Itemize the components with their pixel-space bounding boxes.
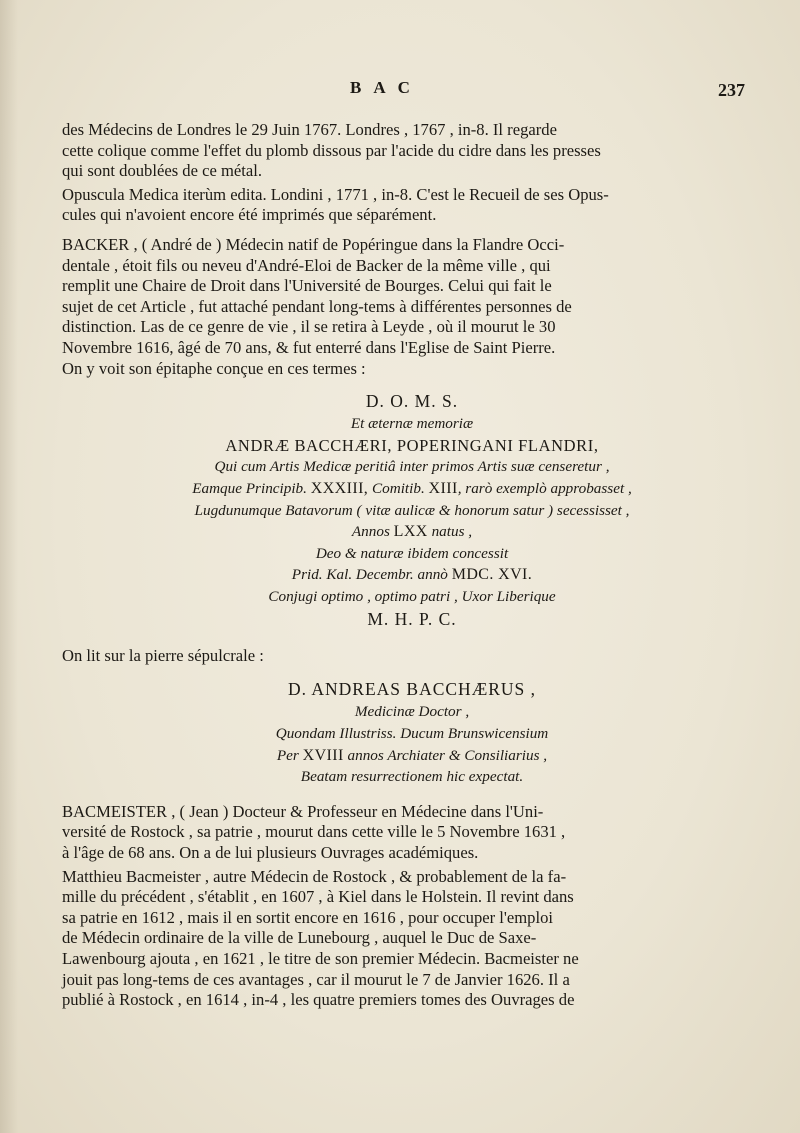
paragraph-bacmeister [62, 802, 762, 864]
paragraph-colique [62, 120, 762, 182]
text-line: cette colique comme l'effet du plomb dissous par l'acide du cidre dans les presses [62, 140, 601, 160]
text-line: sujet de cet Article , fut attaché pendant long-tems à différentes personnes de [62, 296, 572, 316]
text-line: dentale , étoit fils ou neveu d'André-Eloi de Backer de la même ville , qui [62, 255, 551, 275]
page-gutter-shadow [0, 0, 18, 1133]
running-head: BAC [350, 78, 422, 97]
text-line: des Médecins de Londres le 29 Juin 1767. Londres , 1767 , in-8. Il regarde [62, 120, 557, 139]
epitaph-fragment: Annos [351, 523, 390, 541]
page-number: 237 [718, 80, 745, 100]
epitaph-line: Et æternæ memoriæ [350, 415, 474, 433]
text-line: On y voit son épitaphe conçue en ces termes : [62, 358, 366, 378]
text-line: Matthieu Bacmeister , autre Médecin de Rostock , & probablement de la fa- [62, 866, 567, 886]
text-line: publié à Rostock , en 1614 , in-4 , les quatre premiers tomes des Ouvrages de [62, 990, 575, 1010]
epitaph-line: Qui cum Artis Medicæ peritiâ inter primos Artis suæ censeretur , [214, 458, 610, 476]
epitaph-bacchaerus [62, 677, 762, 787]
epitaph-fragment: Comitib. [372, 479, 425, 497]
text-line: Lawenbourg ajouta , en 1621 , le titre de son premier Médecin. Bacmeister ne [62, 949, 579, 968]
epitaph-fragment: annos Archiater & Consiliarius , [347, 746, 548, 764]
page-header [0, 78, 800, 108]
epitaph-fragment: MDC. XVI. [451, 566, 533, 584]
epitaph-line: M. H. P. C. [367, 609, 457, 630]
text-line: de Médecin ordinaire de la ville de Lunebourg , auquel le Duc de Saxe- [62, 928, 537, 948]
epitaph-bacchaeri [62, 389, 762, 631]
epitaph-line [62, 564, 762, 586]
text-line: Novembre 1616, âgé de 70 ans, & fut enterré dans l'Eglise de Saint Pierre. [62, 337, 556, 357]
paragraph-opuscula [62, 185, 762, 226]
text-line: jouit pas long-tems de ces avantages , car il mourut le 7 de Janvier 1626. Il a [62, 969, 570, 989]
epitaph-line [62, 521, 762, 543]
epitaph-line: Conjugi optimo , optimo patri , Uxor Liberique [268, 587, 556, 605]
epitaph-fragment: Eamque Principib. [192, 479, 307, 497]
text-line: cules qui n'avoient encore été imprimés que séparément. [62, 205, 437, 225]
epitaph-line: ANDRÆ BACCHÆRI, POPERINGANI FLANDRI, [225, 435, 599, 455]
text-line: BACMEISTER , ( Jean ) Docteur & Professeur en Médecine dans l'Uni- [62, 801, 544, 821]
epitaph-line: Lugdunumque Batavorum ( vitæ aulicæ & honorum satur ) secessisset , [194, 501, 630, 519]
text-line: qui sont doublées de ce métal. [62, 161, 262, 181]
text-line: distinction. Las de ce genre de vie , il se retira à Leyde , où il mourut le 30 [62, 317, 556, 337]
epitaph-line: D. ANDREAS BACCHÆRUS , [287, 679, 537, 700]
epitaph-fragment: natus , [431, 523, 473, 541]
epitaph-fragment: XVIII [302, 746, 344, 764]
epitaph-line [62, 478, 762, 500]
paragraph-backer [62, 235, 762, 379]
main-text [62, 120, 762, 1011]
text-line: Opuscula Medica iterùm edita. Londini , 1771 , in-8. C'est le Recueil de ses Opus- [62, 184, 609, 204]
separator-line: On lit sur la pierre sépulcrale : [62, 646, 264, 666]
epitaph-line: Medicinæ Doctor , [354, 703, 470, 721]
epitaph-fragment: XIII [428, 479, 458, 497]
text-line: sa patrie en 1612 , mais il en sortit encore en 1616 , pour occuper l'emploi [62, 907, 553, 927]
epitaph-line: Quondam Illustriss. Ducum Brunswicensium [275, 725, 549, 743]
epitaph-fragment: XXXIII, [310, 479, 369, 497]
epitaph-line: D. O. M. S. [365, 391, 459, 412]
text-line: mille du précédent , s'établit , en 1607 , à Kiel dans le Holstein. Il revint dans [62, 887, 574, 907]
epitaph-fragment: Per [276, 746, 299, 764]
epitaph-line: Deo & naturæ ibidem concessit [315, 544, 509, 562]
text-line: à l'âge de 68 ans. On a de lui plusieurs Ouvrages académiques. [62, 843, 479, 863]
text-line: BACKER , ( André de ) Médecin natif de Popéringue dans la Flandre Occi- [62, 234, 565, 254]
epitaph-fragment: LXX [393, 523, 428, 541]
paragraph-matthieu [62, 867, 762, 1011]
text-line: remplit une Chaire de Droit dans l'Université de Bourges. Celui qui fait le [62, 276, 552, 296]
epitaph-fragment: Prid. Kal. Decembr. annò [291, 566, 448, 584]
text-line: versité de Rostock , sa patrie , mourut dans cette ville le 5 Novembre 1631 , [62, 822, 566, 842]
epitaph-line [62, 745, 762, 767]
epitaph-line: Beatam resurrectionem hic expectat. [300, 768, 524, 786]
epitaph-fragment: , rarò exemplò approbasset , [457, 479, 632, 497]
